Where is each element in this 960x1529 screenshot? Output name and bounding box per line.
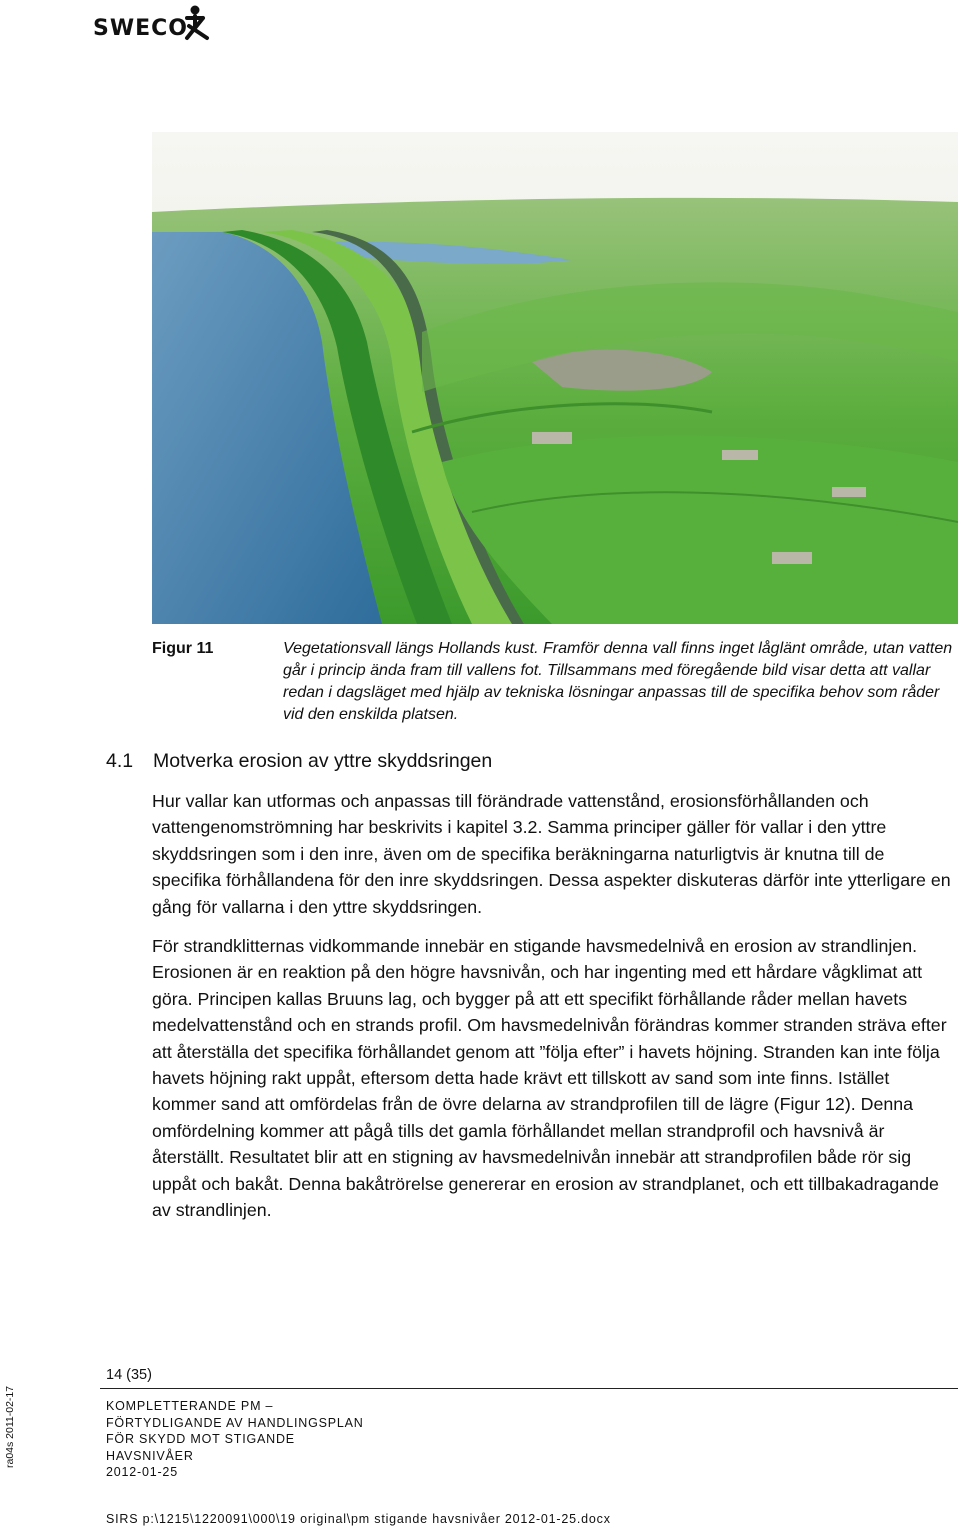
sweco-star-icon: [181, 4, 215, 42]
brand-name: SWECO: [93, 16, 188, 41]
title-line: KOMPLETTERANDE PM –: [106, 1399, 274, 1413]
title-line: FÖR SKYDD MOT STIGANDE: [106, 1432, 295, 1447]
sweco-logo: [93, 4, 223, 44]
figure-label: Figur 11: [152, 640, 214, 657]
body-paragraph-1: Hur vallar kan utformas och anpassas till förändrade vattenstånd, erosionsförhållanden och vattengenomströmning har beskrivits i kapitel 3.2. Samma principer gäller för vallar i den yttre skyddsringen som i den inre, även om de specifika beräkningarna naturligtvis är knutna till de specifika förhållandena för den inre skyddsringen. Dessa aspekter diskuteras därför inte ytterligare en gång för vallarna i den yttre skyddsringen.: [152, 791, 951, 917]
page-number: 14 (35): [106, 1367, 152, 1383]
section-heading: [106, 750, 492, 773]
section-title: Motverka erosion av yttre skyddsringen: [153, 750, 493, 772]
figure-caption: Vegetationsvall längs Hollands kust. Framför denna vall finns inget låglänt område, utan vatten går i princip ända fram till vallens fot. Tillsammans med föregående bild visar detta att vallar redan i dagsläget med hjälp av tekniska lösningar anpassas till de specifika behov som råder vid den enskilda platsen.: [283, 640, 953, 723]
aerial-dike-photo: [152, 132, 958, 624]
file-path: SIRS p:\1215\1220091\000\19 original\pm stigande havsnivåer 2012-01-25.docx: [106, 1512, 611, 1526]
document-date: 2012-01-25: [106, 1465, 178, 1480]
template-code: ra04s 2011-02-17: [4, 1385, 16, 1468]
body-paragraph-2: För strandklitternas vidkommande innebär en stigande havsmedelnivå en erosion av strandlinjen. Erosionen är en reaktion på den högre havsnivån, och har ingenting med ett hårdare vågklimat att göra. Principen kallas Bruuns lag, och bygger på att ett specifikt förhållande råder mellan havets medelvattenstånd och en strands profil. Om havsmedelnivån förändras kommer stranden sträva efter att återställa det specifika förhållandet genom att ”följa efter” i havets höjning. Stranden kan inte följa havets höjning rakt uppåt, eftersom detta hade krävt ett tillskott av sand som inte finns. Istället kommer sand att omfördelas från de övre delarna av strandprofilen till de lägre (Figur 12). Denna omfördelning kommer att pågå tills det gamla förhållandet mellan strandprofil och havsnivå är återställt. Resultatet blir att en stigning av havsmedelnivån innebär att strandprofilen både rör sig uppåt och bakåt. Denna bakåtrörelse genererar en erosion av strandplanet, och ett tillbakadragande av strandlinjen.: [152, 936, 947, 1221]
section-number: 4.1: [106, 750, 134, 772]
title-line: HAVSNIVÅER: [106, 1448, 194, 1463]
document-title-block: [106, 1398, 364, 1481]
title-line: FÖRTYDLIGANDE AV HANDLINGSPLAN: [106, 1415, 364, 1430]
footer-divider: [100, 1388, 958, 1389]
